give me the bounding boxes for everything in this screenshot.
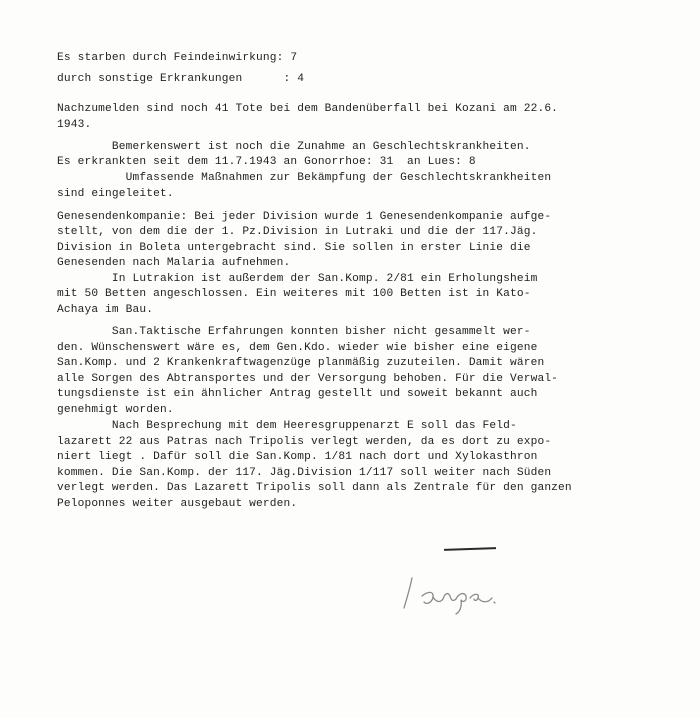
text-line-5: Bemerkenswert ist noch die Zunahme an Geschlechtskrankheiten.: [57, 141, 531, 153]
handwritten-signature: [390, 566, 540, 618]
text-line-6: Es erkrankten seit dem 11.7.1943 an Gonorrhoe: 31 an Lues: 8: [57, 156, 476, 168]
text-line-10: stellt, von dem die der 1. Pz.Division in Lutraki und die der 117.Jäg.: [57, 226, 538, 238]
text-line-20: tungsdienste ist ein ähnlicher Antrag gestellt und soweit bekannt auch: [57, 388, 538, 400]
text-line-8: sind eingeleitet.: [57, 188, 174, 200]
text-line-16: San.Taktische Erfahrungen konnten bisher nicht gesammelt wer-: [57, 326, 531, 338]
text-line-24: niert liegt . Dafür soll die San.Komp. 1/81 nach dort und Xylokasthron: [57, 451, 538, 463]
text-line-21: genehmigt worden.: [57, 404, 174, 416]
text-line-9: Genesendenkompanie: Bei jeder Division wurde 1 Genesendenkompanie aufge-: [57, 211, 552, 223]
text-line-11: Division in Boleta untergebracht sind. Sie sollen in erster Linie die: [57, 242, 531, 254]
text-line-17: den. Wünschenswert wäre es, dem Gen.Kdo. wieder wie bisher eine eigene: [57, 342, 538, 354]
text-line-27: Peloponnes weiter ausgebaut werden.: [57, 498, 298, 510]
text-line-15: Achaya im Bau.: [57, 304, 154, 316]
signature-dash: [444, 547, 496, 551]
text-line-18: San.Komp. und 2 Krankenkraftwagenzüge planmäßig zuzuteilen. Damit wären: [57, 357, 545, 369]
text-line-13: In Lutrakion ist außerdem der San.Komp. 2/81 ein Erholungsheim: [57, 273, 538, 285]
text-line-23: lazarett 22 aus Patras nach Tripolis verlegt werden, da es dort zu expo-: [57, 436, 552, 448]
text-line-22: Nach Besprechung mit dem Heeresgruppenarzt E soll das Feld-: [57, 420, 517, 432]
text-line-19: alle Sorgen des Abtransportes und der Versorgung behoben. Für die Verwal-: [57, 373, 559, 385]
text-line-3: Nachzumelden sind noch 41 Tote bei dem Bandenüberfall bei Kozani am 22.6.: [57, 103, 559, 115]
text-line-14: mit 50 Betten angeschlossen. Ein weiteres mit 100 Betten ist in Kato-: [57, 288, 531, 300]
text-line-2: durch sonstige Erkrankungen : 4: [57, 73, 305, 85]
text-line-25: kommen. Die San.Komp. der 117. Jäg.Division 1/117 soll weiter nach Süden: [57, 467, 552, 479]
text-line-7: Umfassende Maßnahmen zur Bekämpfung der Geschlechtskrankheiten: [57, 172, 552, 184]
text-line-26: verlegt werden. Das Lazarett Tripolis soll dann als Zentrale für den ganzen: [57, 482, 572, 494]
text-line-1: Es starben durch Feindeinwirkung: 7: [57, 52, 298, 64]
text-line-4: 1943.: [57, 119, 92, 131]
text-line-12: Genesenden nach Malaria aufnehmen.: [57, 257, 291, 269]
